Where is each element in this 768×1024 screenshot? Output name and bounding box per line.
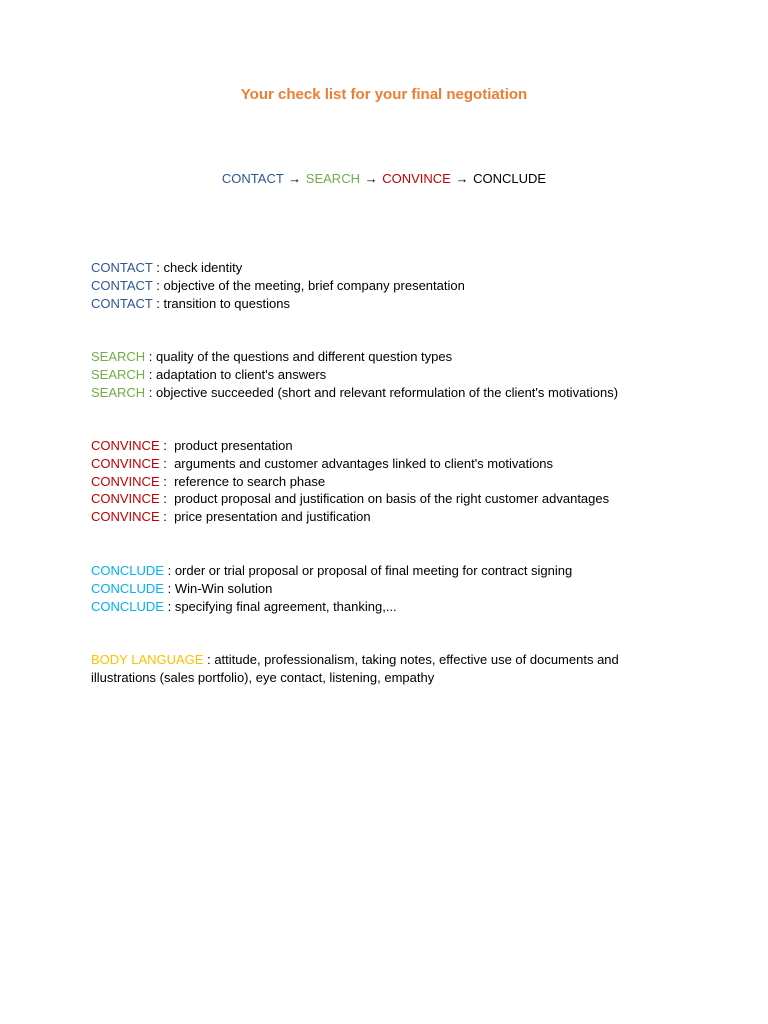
checklist-item-text: specifying final agreement, thanking,... (174, 598, 397, 614)
section-label: CONCLUDE (91, 580, 164, 596)
checklist-item: CONVINCE : arguments and customer advantages linked to client's motivations (91, 455, 554, 471)
checklist-item: CONCLUDE : Win-Win solution (91, 580, 273, 596)
arrow-right-icon: → (288, 171, 302, 186)
checklist-item: BODY LANGUAGE : attitude, professionalism, taking notes, effective use of documents and illustrations (sales portfolio), eye contact, listening, empathy (91, 652, 619, 685)
checklist-item: CONCLUDE : specifying final agreement, thanking,... (91, 598, 397, 614)
convince-section (91, 437, 681, 526)
body-language-section (91, 651, 681, 687)
contact-section (91, 259, 681, 312)
section-label: BODY LANGUAGE (91, 652, 204, 667)
checklist-item-text: quality of the questions and different question types (156, 349, 453, 364)
section-label: CONTACT (91, 295, 153, 311)
checklist-item-text: price presentation and justification (174, 509, 371, 525)
checklist-item-text: check identity (163, 260, 243, 275)
checklist-item: CONTACT : objective of the meeting, brief company presentation (91, 277, 465, 293)
section-label: SEARCH (91, 366, 146, 382)
flow-step-convince: CONVINCE (382, 171, 451, 186)
search-section (91, 348, 681, 401)
checklist-item-text: transition to questions (163, 295, 290, 311)
section-label: CONVINCE (91, 491, 160, 507)
section-label: SEARCH (91, 384, 146, 400)
section-label: CONTACT (91, 260, 153, 275)
checklist-item-text: product presentation (174, 438, 293, 453)
checklist-item-text: arguments and customer advantages linked to client's motivations (174, 455, 554, 471)
flow-step-conclude: CONCLUDE (473, 171, 547, 186)
checklist-item: CONVINCE : reference to search phase (91, 473, 326, 489)
section-label: CONTACT (91, 277, 153, 293)
checklist-item-text: order or trial proposal or proposal of final meeting for contract signing (174, 563, 573, 578)
checklist-item-text: product proposal and justification on basis of the right customer advantages (174, 491, 610, 507)
section-label: CONVINCE (91, 473, 160, 489)
checklist-item: SEARCH : quality of the questions and different question types (91, 349, 453, 364)
section-label: SEARCH (91, 349, 146, 364)
conclude-section (91, 562, 681, 615)
checklist-item-text: objective of the meeting, brief company presentation (163, 277, 465, 293)
page-title: Your check list for your final negotiation (240, 86, 528, 103)
checklist-item: SEARCH : objective succeeded (short and relevant reformulation of the client's motivations) (91, 384, 619, 400)
section-label: CONVINCE (91, 509, 160, 525)
checklist-item-text: adaptation to client's answers (156, 366, 327, 382)
flow-step-search: SEARCH (305, 171, 360, 186)
checklist-item: CONTACT : check identity (91, 260, 243, 275)
checklist-item-text: attitude, professionalism, taking notes, effective use of documents and illustrations (sales portfolio), eye contact, listening, empathy (91, 652, 619, 685)
checklist-item-text: Win-Win solution (174, 580, 273, 596)
flow-step-contact: CONTACT (221, 171, 284, 186)
arrow-right-icon: → (455, 171, 469, 186)
arrow-right-icon: → (364, 171, 378, 186)
section-label: CONVINCE (91, 455, 160, 471)
checklist-item-text: objective succeeded (short and relevant reformulation of the client's motivations) (156, 384, 619, 400)
checklist-item: CONCLUDE : order or trial proposal or proposal of final meeting for contract signing (91, 563, 573, 578)
section-label: CONCLUDE (91, 598, 164, 614)
checklist-item: SEARCH : adaptation to client's answers (91, 366, 327, 382)
section-label: CONCLUDE (91, 563, 164, 578)
checklist-item: CONVINCE : product presentation (91, 438, 293, 453)
checklist-item: CONTACT : transition to questions (91, 295, 290, 311)
process-flow (0, 170, 768, 187)
checklist-item-text: reference to search phase (174, 473, 326, 489)
checklist-item: CONVINCE : price presentation and justification (91, 509, 371, 525)
checklist-item: CONVINCE : product proposal and justification on basis of the right customer advantages (91, 491, 610, 507)
section-label: CONVINCE (91, 438, 160, 453)
